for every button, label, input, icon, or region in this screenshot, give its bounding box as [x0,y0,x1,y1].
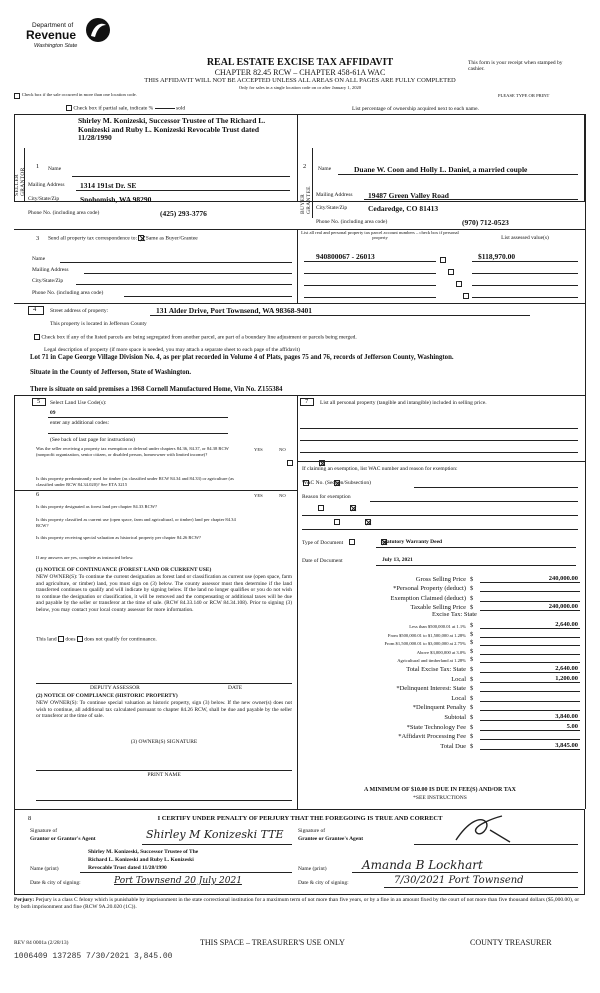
dollar-sign: $ [470,585,474,593]
grantor-signature: Shirley M Konizeski TTE [146,828,284,841]
perjury-notice [14,897,585,910]
section-5-number: 5 [37,398,41,405]
dollar-sign: $ [470,713,474,721]
tax-row [300,721,580,731]
dollar-sign: $ [470,604,474,612]
grantee-sig-label-2: Grantee or Grantee's Agent [298,836,364,842]
seller-phone-label: Phone No. (including area code) [28,210,100,216]
does-checkbox[interactable] [58,636,64,642]
wac-label: WAC No. (Section/Subsection) [302,480,371,486]
seller-mailing-label: Mailing Address [28,182,65,188]
street-address-value: 131 Alder Drive, Port Townsend, WA 98368-9401 [156,306,312,315]
county-treasurer: COUNTY TREASURER [470,938,552,947]
land-use-label: Select Land Use Code(s): [50,400,107,406]
dollar-sign: $ [470,630,474,638]
parcel-header: List all real and personal property tax parcel account numbers – check box if personal property [301,230,459,240]
form-notice: THIS AFFIDAVIT WILL NOT BE ACCEPTED UNLESS ALL AREAS ON ALL PAGES ARE FULLY COMPLETED [144,77,456,84]
tax-row [300,583,580,593]
grantor-name-line-2: Richard L. Konizeski and Ruby L. Konizeski [88,857,194,863]
seller-mailing-value: 1314 191st Dr. SE [80,181,137,190]
form-title: REAL ESTATE EXCISE TAX AFFIDAVIT [206,57,394,68]
compliance-text: NEW OWNER(S): To continue special valuation as historic property, sign (3) below. If the new owner(s) does not wish to continue, all additional tax calculated pursuant to chapter 84.26 RCW, shall be due and payable by the seller or transferor at the time of sale. [36,700,292,720]
legal-line-2: Situate in the County of Jefferson, State of Washington. [30,369,192,376]
section-3-city-label: City/State/Zip [32,278,64,284]
dollar-sign: $ [470,575,474,583]
tax-row [300,692,580,702]
dollar-sign: $ [470,733,474,741]
tax-row-label: From $500,000.01 to $1,500,000 at 1.28% [387,632,466,638]
doc-type-label: Type of Document [302,540,344,546]
section-1-number: 1 [36,163,40,170]
partial-sale-row [66,105,185,111]
segregated-checkbox[interactable] [34,334,40,340]
s6-yes-header: YES [254,493,263,498]
s6-question-3: Is this property receiving special valuation as historical property per chapter 84.26 RCW? [36,535,201,540]
section-4-number: 4 [33,306,37,313]
section-3-phone-label: Phone No. (including area code) [32,290,104,296]
excise-state-label: Excise Tax: State [432,611,477,619]
tax-row-label: *State Technology Fee [406,723,466,731]
s5-no-header: NO [279,447,286,452]
tax-row [300,646,580,655]
any-answers-note: If any answers are yes, complete as instructed below. [36,555,134,560]
s6-q2-yes-checkbox[interactable] [334,519,340,525]
dollar-sign: $ [470,694,474,702]
see-back-note: (See back of last page for instructions) [50,437,135,443]
street-address-label: Street address of property: [50,308,109,314]
grantor-sig-label-1: Signature of [30,828,58,834]
tax-row-label: Local [451,675,466,683]
this-land-label: This land [36,636,57,643]
s6-question-2: Is this property classified as current use (open space, farm and agricultural, or timber) land per chapter 84.34 RCW? [36,517,236,528]
tax-row [300,702,580,712]
grantee-sig-label-1: Signature of [298,828,326,834]
grantor-date-city: Port Townsend 20 July 2021 [114,876,242,886]
parcel-personal-checkbox[interactable] [440,257,446,263]
tax-row [300,573,580,583]
dor-logo [24,16,94,52]
does-label: does [65,636,76,643]
dollar-sign: $ [470,656,474,664]
segregated-label: Check box if any of the listed parcels are being segregated from another parcel, are part of a boundary line adjustment or parcels being merged. [41,334,357,341]
s6-question-1: Is this property designated as forest land per chapter 84.33 RCW? [36,504,158,509]
grantee-signature-mark [450,812,520,846]
parcel-4-checkbox[interactable] [463,293,469,299]
doc-type-value: Statutory Warranty Deed [382,539,443,545]
buyer-grantee-side-label: BUYER GRANTEE [300,186,312,214]
tax-row-label: Gross Selling Price [415,575,466,583]
multi-location-row [14,92,154,100]
tax-row-value[interactable]: 2,640.00 [480,665,580,673]
seller-grantor-side-label: SELLER GRANTOR [14,167,26,196]
logo-text-state: Washington State [34,43,78,49]
single-location-note: Only for sales in a single location code on or after January 1, 2020 [238,85,362,90]
buyer-city-value: Cedaredge, CO 81413 [368,204,439,213]
grantor-name-print-label: Name (print) [30,866,59,872]
tax-row [300,592,580,602]
tax-row [300,740,580,750]
tax-row-value[interactable]: 1,200.00 [480,675,580,683]
same-as-buyer-label: Same as Buyer/Grantee [145,235,198,242]
tax-row-label: Agricultural and timberland at 1.28% [397,658,466,664]
tax-row [300,673,580,683]
seller-name-label: Name [48,166,62,172]
tax-row-value[interactable] [480,645,580,646]
tax-row-value[interactable] [480,591,580,592]
additional-codes-label: enter any additional codes: [50,420,110,426]
s6-q1-no-checkbox[interactable] [350,505,356,511]
logo-text-dept: Department of [32,22,74,29]
form-revision: REV 84 0001a (2/28/13) [14,940,69,946]
legal-line-1: Lot 71 in Cape George Village Division No. 4, as per plat recorded in Volume 4 of Plats, pages 75 and 76, records of Jefferson County, Washington. [30,354,454,361]
exemption-label: If claiming an exemption, list WAC number and reason for exemption: [302,466,458,472]
section-3-mailing-label: Mailing Address [32,267,69,273]
tax-row-label: From $1,500,000.01 to $3,000,000 at 2.75% [384,641,466,647]
print-name-label: PRINT NAME [147,772,181,778]
reason-label: Reason for exemption [302,494,351,500]
section-6-number: 6 [36,491,40,498]
doc-date-label: Date of Document [302,558,343,564]
dollar-sign: $ [470,742,474,750]
tax-row-value[interactable] [480,662,580,663]
does-not-label: does not qualify for continuance. [84,636,157,643]
does-not-checkbox[interactable] [77,636,83,642]
tax-row-value[interactable]: 240,000.00 [480,575,580,583]
s6-q1-yes-checkbox[interactable] [318,505,324,511]
section-3-name-label: Name [32,256,46,262]
revenue-swoosh-icon [84,16,112,44]
grantor-name-line-1: Shirley M. Konizeski, Successor Trustee of The [88,849,199,855]
form-subtitle: CHAPTER 82.45 RCW – CHAPTER 458-61A WAC [214,68,386,77]
tax-row-value[interactable]: 5.00 [480,723,580,731]
partial-sale-checkbox[interactable] [66,105,72,111]
deputy-assessor-label: DEPUTY ASSESSOR [90,685,140,691]
tax-row-label: Taxable Selling Price [410,604,466,612]
tax-row [300,683,580,693]
grantee-date-city-label: Date & city of signing: [298,880,349,886]
multi-location-checkbox[interactable] [14,93,20,99]
grantor-name-line-3: Revocable Trust dated 11/28/1990 [88,865,167,871]
tax-row-value[interactable] [480,710,580,711]
assessed-header: List assessed value(s) [501,235,549,241]
s5-question-2: Is this property predominantly used for timber (as classified under RCW 84.34 and 84.33) or agriculture (as classified under RCW 84.34.020)? See ETA 3215 [36,476,234,487]
multi-location-label: Check box if the sale occurred in more than one location code. [21,92,137,97]
dollar-sign: $ [470,594,474,602]
buyer-name-value: Duane W. Coon and Holly L. Daniel, a married couple [354,165,528,174]
deputy-date-label: DATE [228,685,243,691]
tax-row-value[interactable] [480,654,580,655]
tax-row [300,638,580,647]
receipt-stamp: 1006409 137285 7/30/2021 3,845.00 [14,952,173,961]
dollar-sign: $ [470,647,474,655]
same-as-buyer-checkbox[interactable] [138,235,144,241]
tax-row [300,663,580,673]
tax-row-label: Total Due [440,742,466,750]
doc-date-value: July 13, 2021 [382,557,413,563]
tax-calc-table [300,573,580,750]
section-2-number: 2 [303,163,307,170]
parcel-value: 940800067 - 26013 [316,252,375,261]
dollar-sign: $ [470,685,474,693]
ownership-note: List percentage of ownership acquired next to each name. [352,106,479,112]
s5-q1-yes-checkbox[interactable] [287,460,293,466]
s5-question-1: Was the seller receiving a property tax exemption or deferral under chapters 84.36, 84.37, or 84.38 RCW (nonprofit organization, senior citizen, or disabled person, homeowner with limited income)? [36,446,229,457]
tax-row-value[interactable]: 2,640.00 [480,621,580,629]
located-in: This property is located in Jefferson County [50,321,147,327]
tax-row-label: Local [451,694,466,702]
perjury-label: Perjury: [14,897,35,903]
type-or-print: PLEASE TYPE OR PRINT [498,93,550,98]
tax-row-value[interactable]: 3,840.00 [480,713,580,721]
tax-row-value[interactable] [480,701,580,702]
section-3-number: 3 [36,235,40,242]
continuance-title: (1) NOTICE OF CONTINUANCE (FOREST LAND OR CURRENT USE) [36,567,212,573]
buyer-name-label: Name [318,166,332,172]
compliance-title: (2) NOTICE OF COMPLIANCE (HISTORIC PROPERTY) [36,693,178,699]
minimum-note: A MINIMUM OF $10.00 IS DUE IN FEE(S) AND/OR TAX [364,787,516,793]
tax-row-label: Exemption Claimed (deduct) [390,594,466,602]
legal-label: Legal description of property (if more space is needed, you may attach a separate sheet to each page of the affidavit) [44,347,300,353]
section-3-row [48,235,198,241]
legal-line-3: There is situate on said premises a 1968 Cornell Manufactured Home, Vin No. Z155384 [30,386,283,393]
tax-row [300,711,580,721]
logo-text-revenue: Revenue [26,28,77,42]
tax-row-value[interactable] [480,637,580,638]
tax-row-label: *Delinquent Penalty [412,704,466,712]
dollar-sign: $ [470,665,474,673]
grantor-date-city-label: Date & city of signing: [30,880,81,886]
tax-row-label: Above $3,000,000 at 3.0% [416,649,466,655]
buyer-mailing-value: 19487 Green Valley Road [368,191,449,200]
certify-text: I CERTIFY UNDER PENALTY OF PERJURY THAT THE FOREGOING IS TRUE AND CORRECT [157,815,443,822]
partial-sale-label: Check box if partial sale, indicate % [73,105,154,112]
tax-row-label: *Affidavit Processing Fee [398,733,466,741]
seller-city-label: City/State/Zip [28,196,60,202]
s6-q3-yes-checkbox[interactable] [349,539,355,545]
parcel-2-checkbox[interactable] [448,269,454,275]
sold-label: sold [176,105,186,112]
tax-row [300,620,580,629]
tax-row-value[interactable] [480,691,580,692]
s6-no-header: NO [279,493,286,498]
s6-q2-no-checkbox[interactable] [365,519,371,525]
dollar-sign: $ [470,639,474,647]
dollar-sign: $ [470,723,474,731]
section-7-number: 7 [305,398,309,405]
tax-row-label: Total Excise Tax: State [406,665,466,673]
correspondence-label: Send all property tax correspondence to: [48,235,138,242]
land-use-value: 09 [50,410,56,416]
section-8-number: 8 [28,815,32,822]
s5-yes-header: YES [254,447,263,452]
tax-row-value[interactable]: 3,845.00 [480,742,580,750]
segregated-row [34,334,357,340]
see-instructions-note: *SEE INSTRUCTIONS [413,795,467,801]
grantee-name: Amanda B Lockhart [362,858,483,872]
tax-row-value[interactable] [480,739,580,740]
tax-row-value[interactable]: 240,000.00 [480,603,580,611]
grantor-sig-label-2: Grantor or Grantor's Agent [30,836,96,842]
tax-row-label: *Delinquent Interest: State [396,685,466,693]
owner-signature-label: (3) OWNER(S) SIGNATURE [130,739,198,745]
qualify-row [36,636,157,642]
buyer-city-label: City/State/Zip [316,205,348,211]
dollar-sign: $ [470,704,474,712]
grantee-name-print-label: Name (print) [298,866,327,872]
tax-row-label: Less than $500,000.01 at 1.1% [409,623,466,629]
parcel-3-checkbox[interactable] [456,281,462,287]
dollar-sign: $ [470,675,474,683]
seller-city-value: Snohomish, WA 98290 [80,195,152,204]
seller-name-value: Shirley M. Konizeski, Successor Trustee of The Richard L. Konizeski and Ruby L. Konizeski Revocable Trust dated 11/28/1990 [78,116,266,142]
tax-row-label: *Personal Property (deduct) [393,585,466,593]
personal-property-label: List all personal property (tangible and intangible) included in selling price. [320,400,487,406]
buyer-phone-label: Phone No. (including area code) [316,219,388,225]
tax-row [300,655,580,664]
buyer-phone-value: (970) 712-0523 [462,218,509,227]
assessed-value: $118,970.00 [478,252,516,261]
grantee-date-city: 7/30/2021 Port Townsend [394,875,524,886]
dollar-sign: $ [470,621,474,629]
tax-row [300,629,580,638]
perjury-text: Perjury is a class C felony which is punishable by imprisonment in the state correctional institution for a maximum term of not more than five years, or by a fine in an amount fixed by the court of not more than five thousand dollars ($5,000.00), or by both imprisonment and fine (RCW 9A.20.020 (1C)). [14,897,580,910]
seller-phone-value: (425) 293-3776 [160,209,207,218]
tax-row [300,731,580,741]
tax-row-value[interactable] [480,601,580,602]
continuance-text: NEW OWNER(S): To continue the current designation as forest land or classification as current use (open space, farm and agriculture, or timber) land, you must sign on (3) below. The county assessor must then determine if the land transferred continues to qualify and will indicate by signing below. If the land no longer qualifies or you do not wish to continue the designation or classification, it will be removed and the compensating or additional taxes will be due and payable by the seller or transferor at the time of sale. (RCW 84.33.140 or RCW 84.34.108). Prior to signing (3) below, you may contact your local county assessor for more information. [36,574,292,613]
buyer-mailing-label: Mailing Address [316,192,353,198]
tax-row-label: Subtotal [444,713,466,721]
receipt-note: This form is your receipt when stamped by cashier. [468,60,563,72]
tax-row [300,602,580,612]
treasurer-use-only: THIS SPACE – TREASURER'S USE ONLY [200,938,345,947]
